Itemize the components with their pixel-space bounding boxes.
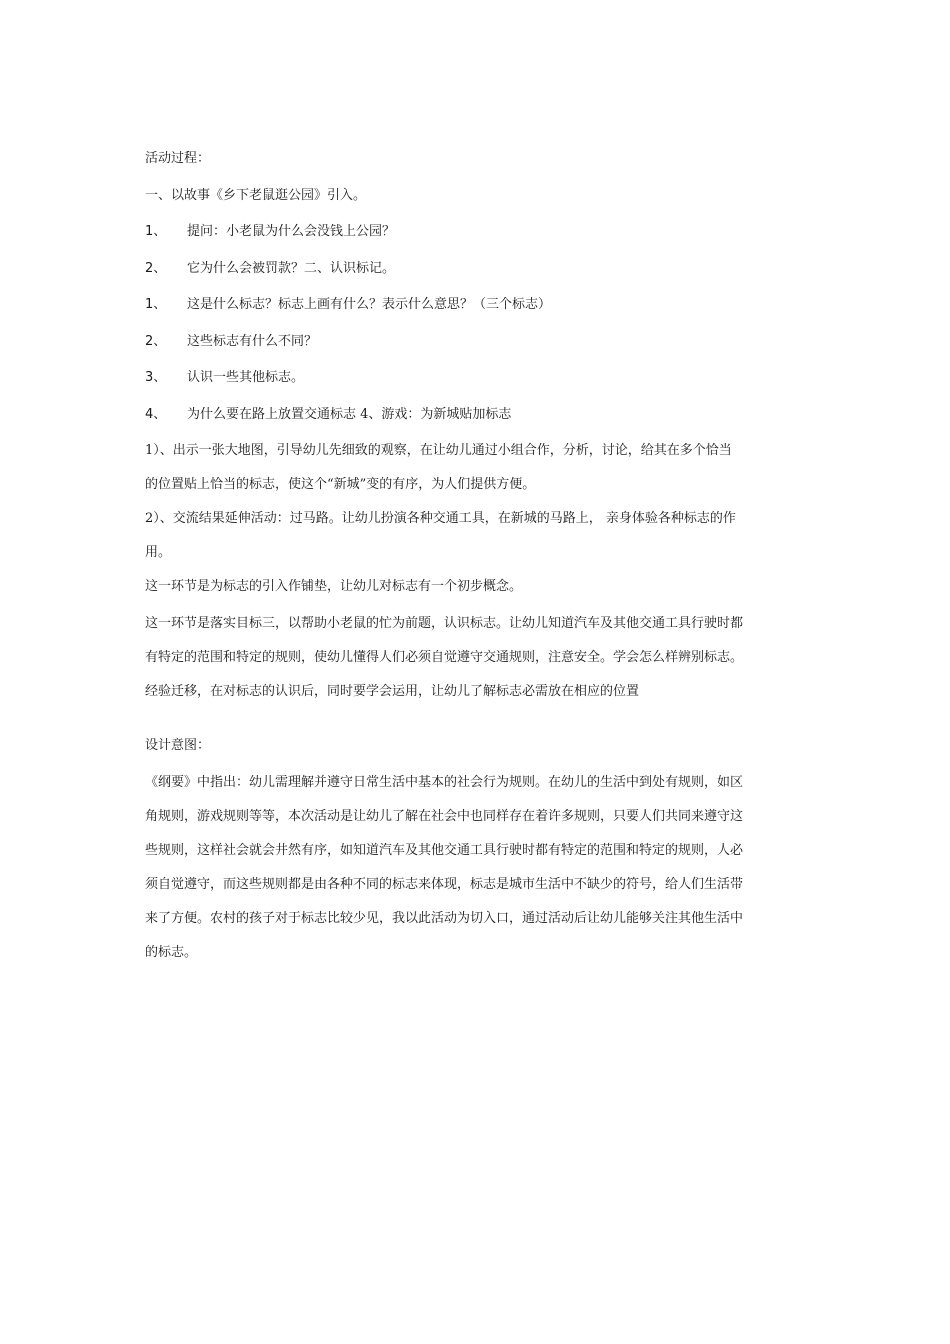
paragraph-line: 《纲要》中指出：幼儿需理解并遵守日常生活中基本的社会行为规则。在幼儿的生活中到处有规则，如区 <box>145 774 744 790</box>
paragraph-line: 的位置贴上恰当的标志，使这个“新城”变的有序，为人们提供方便。 <box>145 477 536 492</box>
item-text: 这些标志有什么不同？ <box>187 333 318 349</box>
item-text: 提问：小老鼠为什么会没钱上公园？ <box>187 224 396 239</box>
design-paragraph <box>145 772 810 976</box>
sub-step-2 <box>145 508 810 576</box>
item-number: 1、 <box>145 224 167 239</box>
paragraph-line: 1）、出示一张大地图，引导幼儿先细致的观察，在让幼儿通过小组合作，分析，讨论，给其在多个恰当 <box>145 443 732 458</box>
item-text: 认识一些其他标志。 <box>187 370 305 385</box>
item-number: 3、 <box>145 370 167 385</box>
paragraph-line: 这一环节是落实目标三，以帮助小老鼠的忙为前题，认识标志。让幼儿知道汽车及其他交通工具行驶时都 <box>145 615 744 631</box>
numbered-item <box>145 294 810 331</box>
section-spacer <box>145 717 810 735</box>
note-line: 这一环节是为标志的引入作铺垫，让幼儿对标志有一个初步概念。 <box>145 579 523 594</box>
numbered-item <box>145 221 810 258</box>
note-line: 经验迁移，在对标志的认识后，同时要学会运用，让幼儿了解标志必需放在相应的位置 <box>145 683 640 699</box>
item-number: 2、 <box>145 333 167 349</box>
section-heading-design: 设计意图： <box>145 738 211 753</box>
numbered-item <box>145 367 810 404</box>
sub-step-1 <box>145 440 810 508</box>
item-number: 4、 <box>145 406 167 422</box>
note-paragraph <box>145 613 810 681</box>
paragraph-line: 的标志。 <box>145 944 198 960</box>
item-number: 1、 <box>145 297 167 312</box>
paragraph-line: 些规则，这样社会就会井然有序，如知道汽车及其他交通工具行驶时都有特定的范围和特定的规则，人必 <box>145 842 744 858</box>
paragraph-line: 须自觉遵守，而这些规则都是由各种不同的标志来体现，标志是城市生活中不缺少的符号，给人们生活带 <box>145 876 744 892</box>
item-text: 这是什么标志？标志上画有什么？表示什么意思？（三个标志） <box>187 297 552 312</box>
paragraph-line: 有特定的范围和特定的规则，使幼儿懂得人们必须自觉遵守交通规则，注意安全。学会怎么样辨别标志。 <box>145 649 744 665</box>
section-heading-process: 活动过程： <box>145 151 211 166</box>
paragraph-line: 用。 <box>145 545 172 560</box>
numbered-item <box>145 258 810 295</box>
item-text: 它为什么会被罚款？二、认识标记。 <box>187 260 396 276</box>
intro-line: 一、以故事《乡下老鼠逛公园》引入。 <box>145 187 367 203</box>
numbered-item <box>145 331 810 368</box>
paragraph-line: 角规则，游戏规则等等，本次活动是让幼儿了解在社会中也同样存在着许多规则，只要人们共同来遵守这 <box>145 808 744 824</box>
numbered-item <box>145 404 810 441</box>
paragraph-line: 来了方便。农村的孩子对于标志比较少见，我以此活动为切入口，通过活动后让幼儿能够关注其他生活中 <box>145 910 744 926</box>
document-body <box>145 148 810 976</box>
paragraph-line: 2）、交流结果延伸活动：过马路。让幼儿扮演各种交通工具，在新城的马路上， 亲身体验各种标志的作 <box>145 511 736 526</box>
item-number: 2、 <box>145 260 167 276</box>
item-text: 为什么要在路上放置交通标志 4、游戏：为新城贴加标志 <box>187 406 512 422</box>
